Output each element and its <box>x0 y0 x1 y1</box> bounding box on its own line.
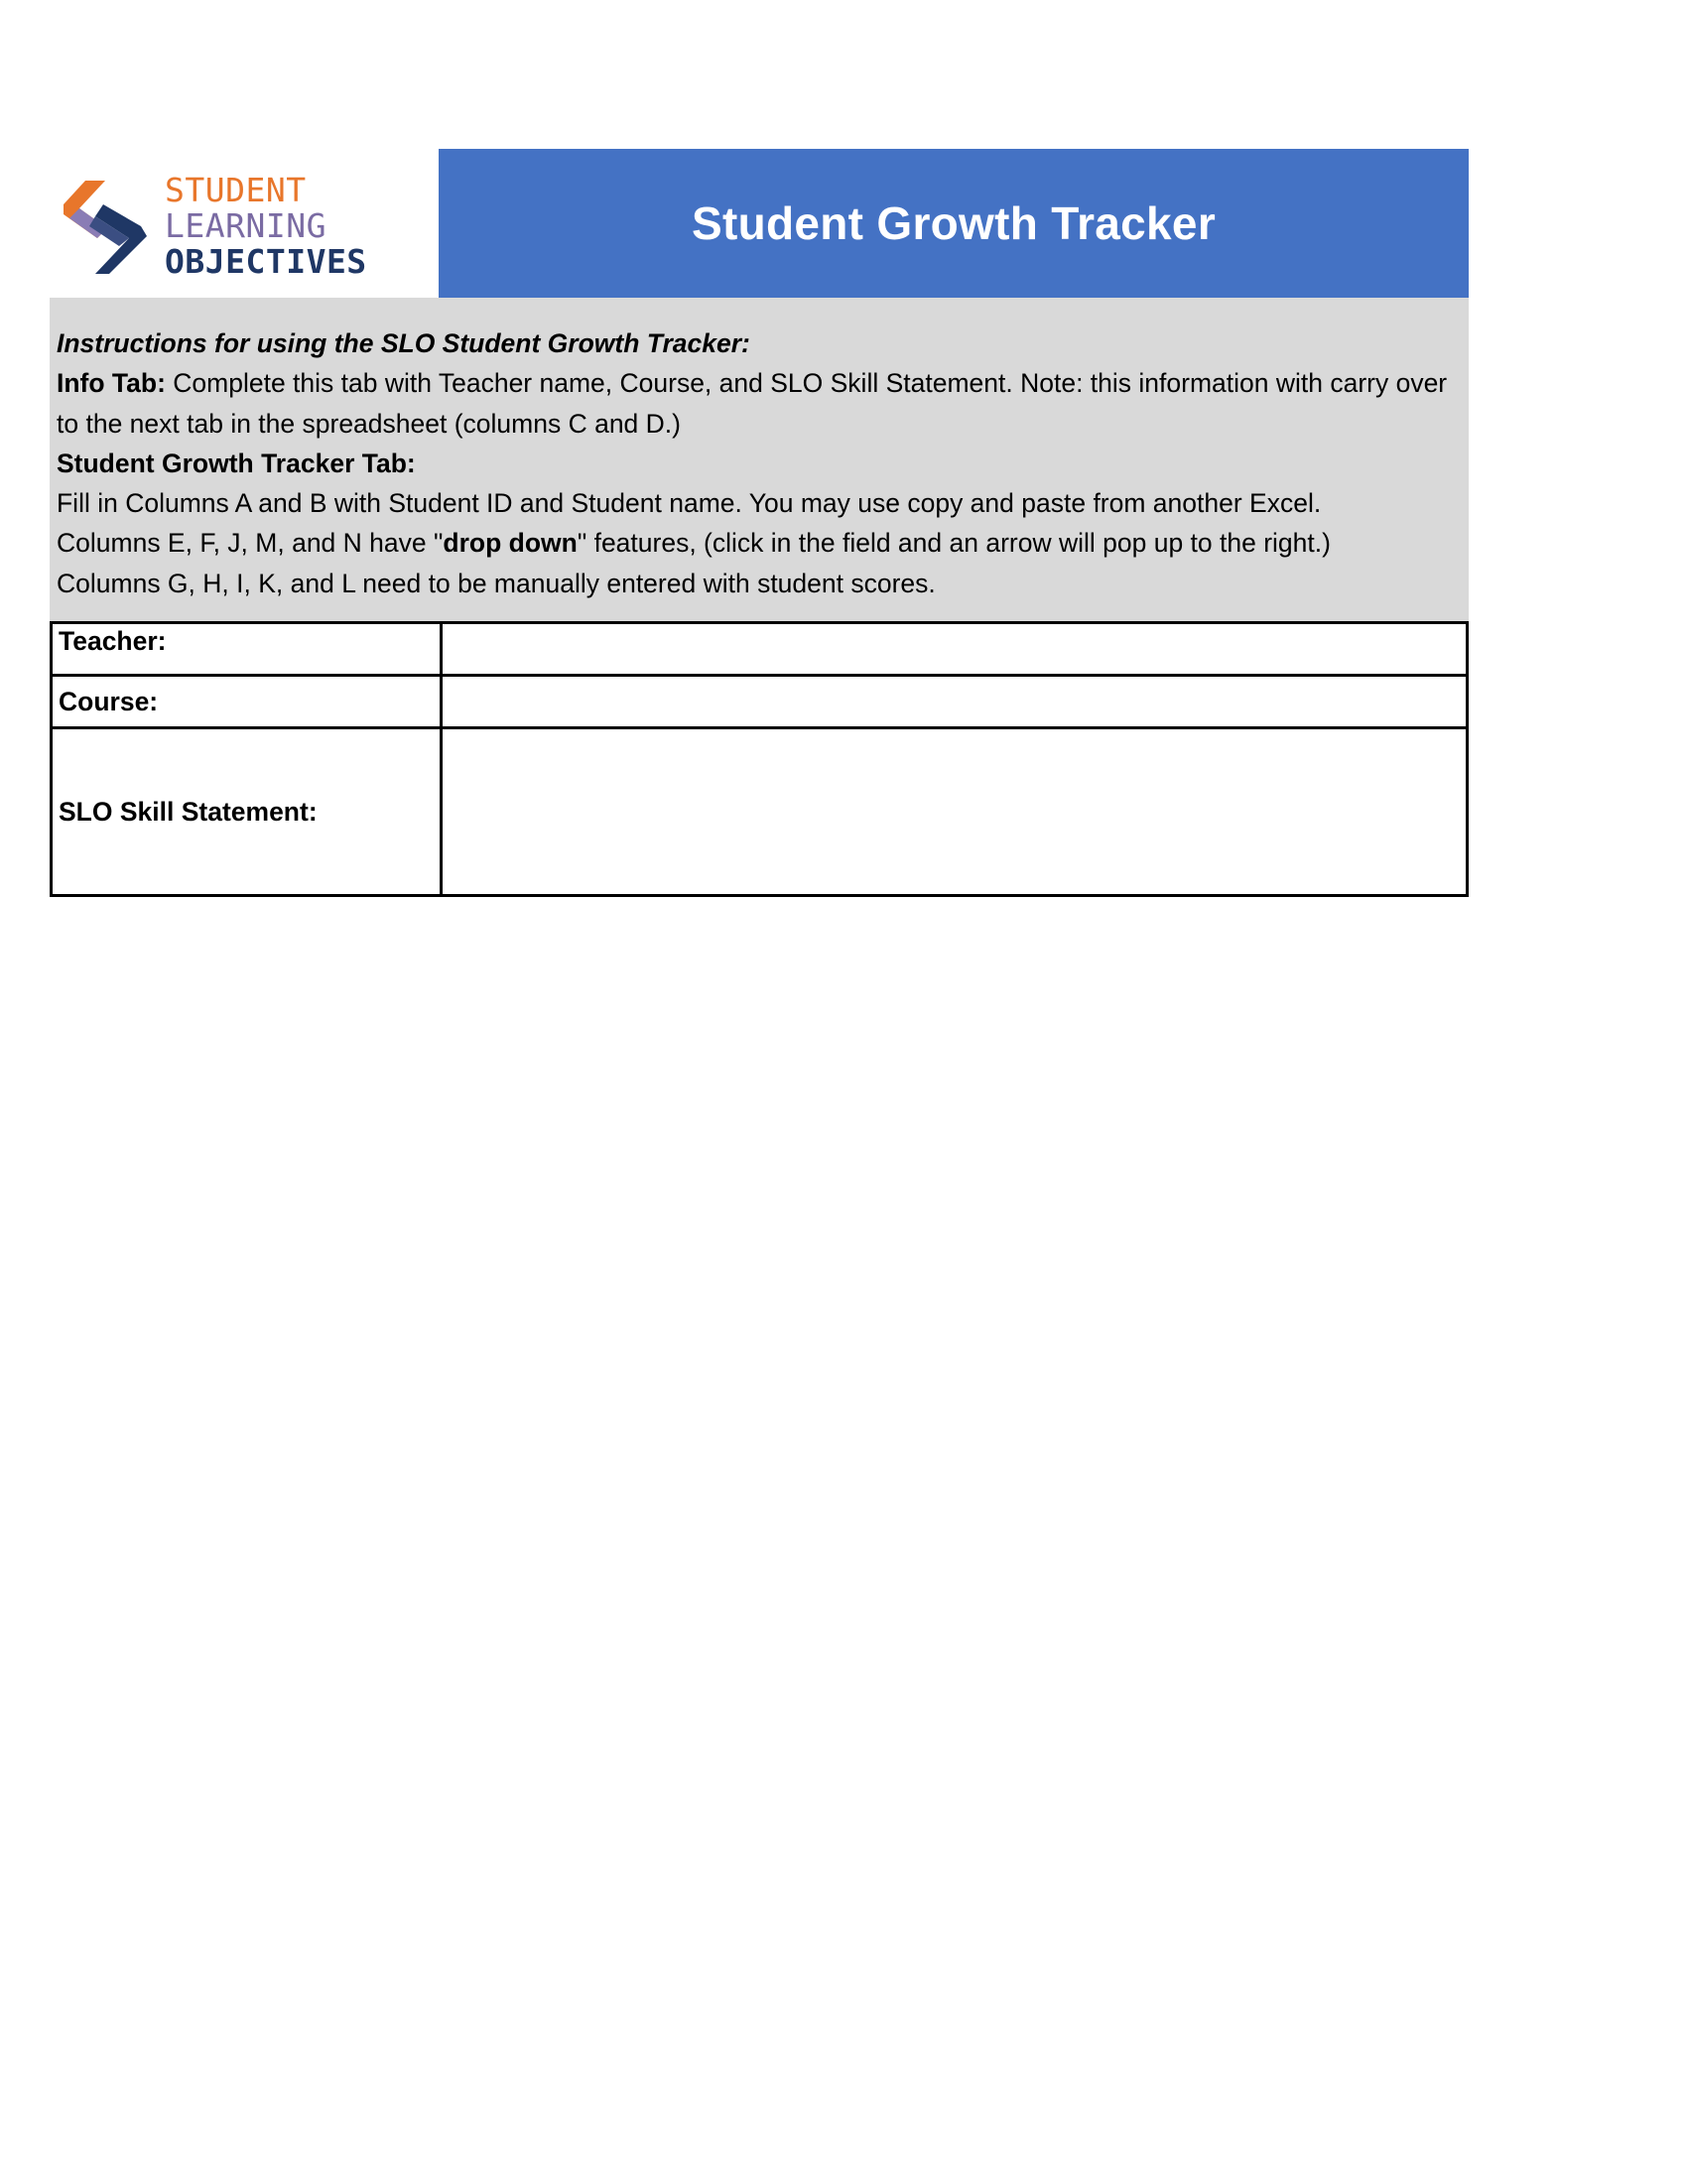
teacher-label: Teacher: <box>52 623 442 676</box>
info-tab-instruction <box>57 363 1461 444</box>
table-row-teacher <box>52 623 1468 676</box>
info-tab-text: Complete this tab with Teacher name, Course, and SLO Skill Statement. Note: this information with carry over to the next tab in the spreadsheet (columns C and D.) <box>57 368 1448 439</box>
dropdown-text-post: " features, (click in the field and an arrow will pop up to the right.) <box>577 528 1331 559</box>
spreadsheet-page <box>50 149 1469 897</box>
instructions-heading: Instructions for using the SLO Student Growth Tracker: <box>57 328 750 358</box>
title-banner <box>439 149 1469 298</box>
logo-line-student: STUDENT <box>165 171 307 209</box>
slo-logo-text <box>165 173 367 280</box>
dropdown-text-bold: drop down <box>443 528 578 559</box>
info-table <box>50 621 1469 897</box>
course-value-cell[interactable] <box>442 676 1468 728</box>
info-tab-label: Info Tab: <box>57 368 166 399</box>
fill-columns-instruction: Fill in Columns A and B with Student ID and Student name. You may use copy and paste from another Excel. <box>57 488 1322 519</box>
header-row <box>50 149 1469 298</box>
manual-entry-instruction: Columns G, H, I, K, and L need to be manually entered with student scores. <box>57 568 936 598</box>
slo-skill-statement-label: SLO Skill Statement: <box>52 728 442 896</box>
tracker-tab-label-text: Student Growth Tracker Tab: <box>57 448 416 478</box>
slo-logo <box>50 149 439 298</box>
page-title: Student Growth Tracker <box>691 197 1217 249</box>
slo-skill-statement-value-cell[interactable] <box>442 728 1468 896</box>
logo-line-learning: LEARNING <box>165 206 326 245</box>
logo-line-objectives: OBJECTIVES <box>165 242 367 281</box>
dropdown-instruction <box>57 523 1461 563</box>
slo-logo-mark-icon <box>60 175 151 278</box>
table-row-course <box>52 676 1468 728</box>
instructions-block <box>50 298 1469 621</box>
dropdown-text-pre: Columns E, F, J, M, and N have " <box>57 528 444 559</box>
table-row-slo-skill-statement <box>52 728 1468 896</box>
course-label: Course: <box>52 676 442 728</box>
tracker-tab-label <box>57 444 1461 483</box>
teacher-value-cell[interactable] <box>442 623 1468 676</box>
